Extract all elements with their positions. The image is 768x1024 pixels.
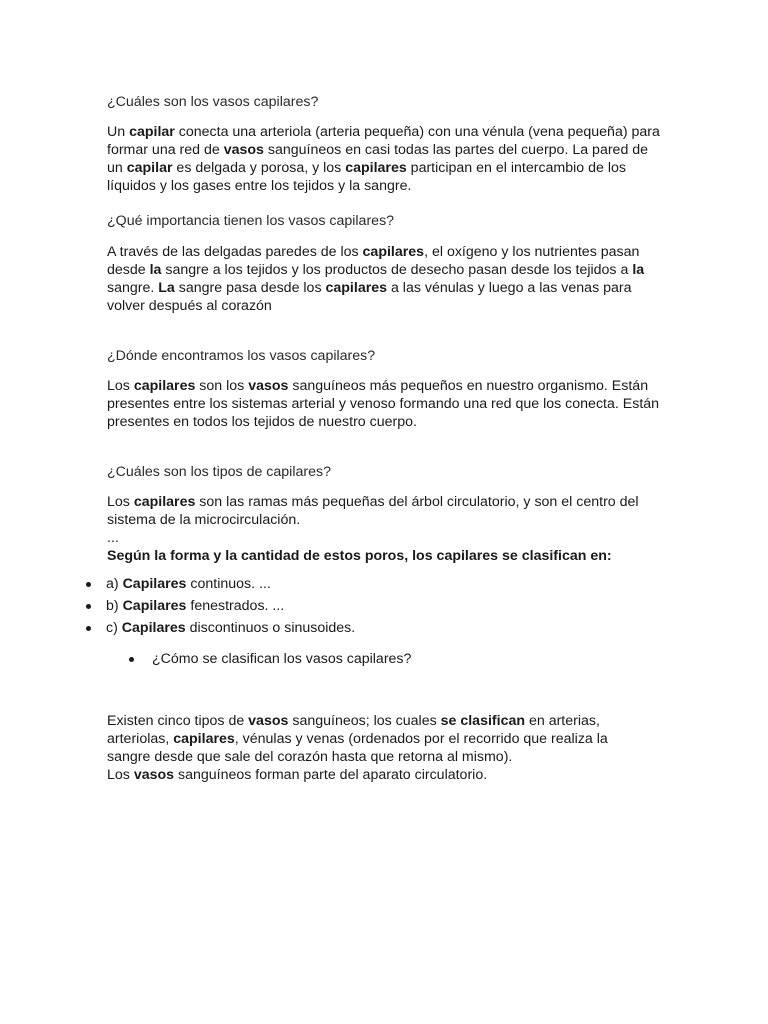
sub-list-item <box>128 650 628 670</box>
text: a las vénulas y luego a las venas para volver después al corazón <box>107 280 632 314</box>
bullet-icon <box>129 657 134 662</box>
text: b) <box>106 598 123 614</box>
text: son las ramas más pequeñas del árbol circulatorio, y son el centro del sistema de la microcirculación. <box>107 494 639 528</box>
paragraph-5 <box>107 712 652 784</box>
bold-term: Capilares <box>122 598 187 614</box>
text: sangre pasa desde los <box>174 280 326 296</box>
text: sanguíneos en casi todas las partes del cuerpo. La pared de un <box>107 142 649 176</box>
text: sanguíneos forman parte del aparato circulatorio. <box>174 767 488 783</box>
text: son los <box>195 378 249 394</box>
bold-term: capilares <box>362 244 425 260</box>
bold-term: vasos <box>133 767 175 783</box>
bold-term: la <box>632 262 645 278</box>
bold-term: capilares <box>345 160 407 176</box>
bullet-icon <box>86 626 91 631</box>
text: en arterias, arteriolas, <box>107 713 600 747</box>
bold-term: vasos <box>248 713 289 729</box>
question-heading-2: ¿Qué importancia tienen los vasos capilares? <box>107 213 395 229</box>
bold-term: capilar <box>126 160 173 176</box>
text: c) <box>106 620 122 636</box>
classification-heading: Según la forma y la cantidad de estos poros, los capilares se clasifican en: <box>107 548 612 564</box>
list-item <box>84 597 684 619</box>
capillary-types-list <box>84 575 684 641</box>
question-heading-3: ¿Dónde encontramos los vasos capilares? <box>107 348 376 364</box>
paragraph-1 <box>107 123 667 195</box>
bold-term: capilares <box>133 494 196 510</box>
paragraph-2 <box>107 243 667 315</box>
text: fenestrados. ... <box>186 598 285 614</box>
bold-term: La <box>158 280 175 296</box>
bold-term: se clasifican <box>440 713 526 729</box>
text: continuos. ... <box>186 576 271 592</box>
text: sangre. <box>107 280 159 296</box>
bold-term: capilares <box>133 378 196 394</box>
text: participan en el intercambio de los líquidos y los gases entre los tejidos y la sangre. <box>107 160 626 194</box>
text: Los <box>107 378 134 394</box>
bold-term: capilares <box>173 731 235 747</box>
text: a) <box>106 576 123 592</box>
text: Un <box>107 124 130 140</box>
text: sangre a los tejidos y los productos de desecho pasan desde los tejidos a <box>161 262 633 278</box>
text: A través de las delgadas paredes de los <box>107 244 363 260</box>
text: conecta una arteriola (arteria pequeña) con una vénula (vena pequeña) para formar una red de <box>107 124 660 158</box>
bullet-icon <box>86 582 91 587</box>
text: , vénulas y venas (ordenados por el recorrido que realiza la sangre desde que sale del corazón hasta que retorna al mismo). <box>107 731 608 765</box>
bold-term: la <box>149 262 162 278</box>
text: es delgada y porosa, y los <box>172 160 346 176</box>
ellipsis-line: ... <box>107 530 119 546</box>
list-item <box>84 575 684 597</box>
bold-term: capilares <box>325 280 388 296</box>
text: , el oxígeno y los nutrientes pasan desde <box>107 244 640 278</box>
text: Los <box>107 767 134 783</box>
bold-term: Capilares <box>122 576 187 592</box>
text: sanguíneos más pequeños en nuestro organismo. Están presentes entre los sistemas arterial y venoso formando una red que los conecta. Están presentes en todos los tejidos de nuestro cuerpo. <box>107 378 660 430</box>
paragraph-4 <box>107 493 667 529</box>
text: discontinuos o sinusoides. <box>185 620 356 636</box>
bullet-icon <box>86 604 91 609</box>
text: Los <box>107 494 134 510</box>
bold-term: vasos <box>248 378 289 394</box>
bold-term: Capilares <box>121 620 186 636</box>
paragraph-3 <box>107 377 667 431</box>
text: sanguíneos; los cuales <box>288 713 441 729</box>
bold-term: capilar <box>129 124 175 140</box>
list-item <box>84 619 684 641</box>
question-heading-4: ¿Cuáles son los tipos de capilares? <box>107 464 331 480</box>
bold-term: vasos <box>223 142 264 158</box>
question-heading-1: ¿Cuáles son los vasos capilares? <box>107 94 319 110</box>
sub-list-text: ¿Cómo se clasifican los vasos capilares? <box>152 651 412 667</box>
text: Existen cinco tipos de <box>107 713 249 729</box>
